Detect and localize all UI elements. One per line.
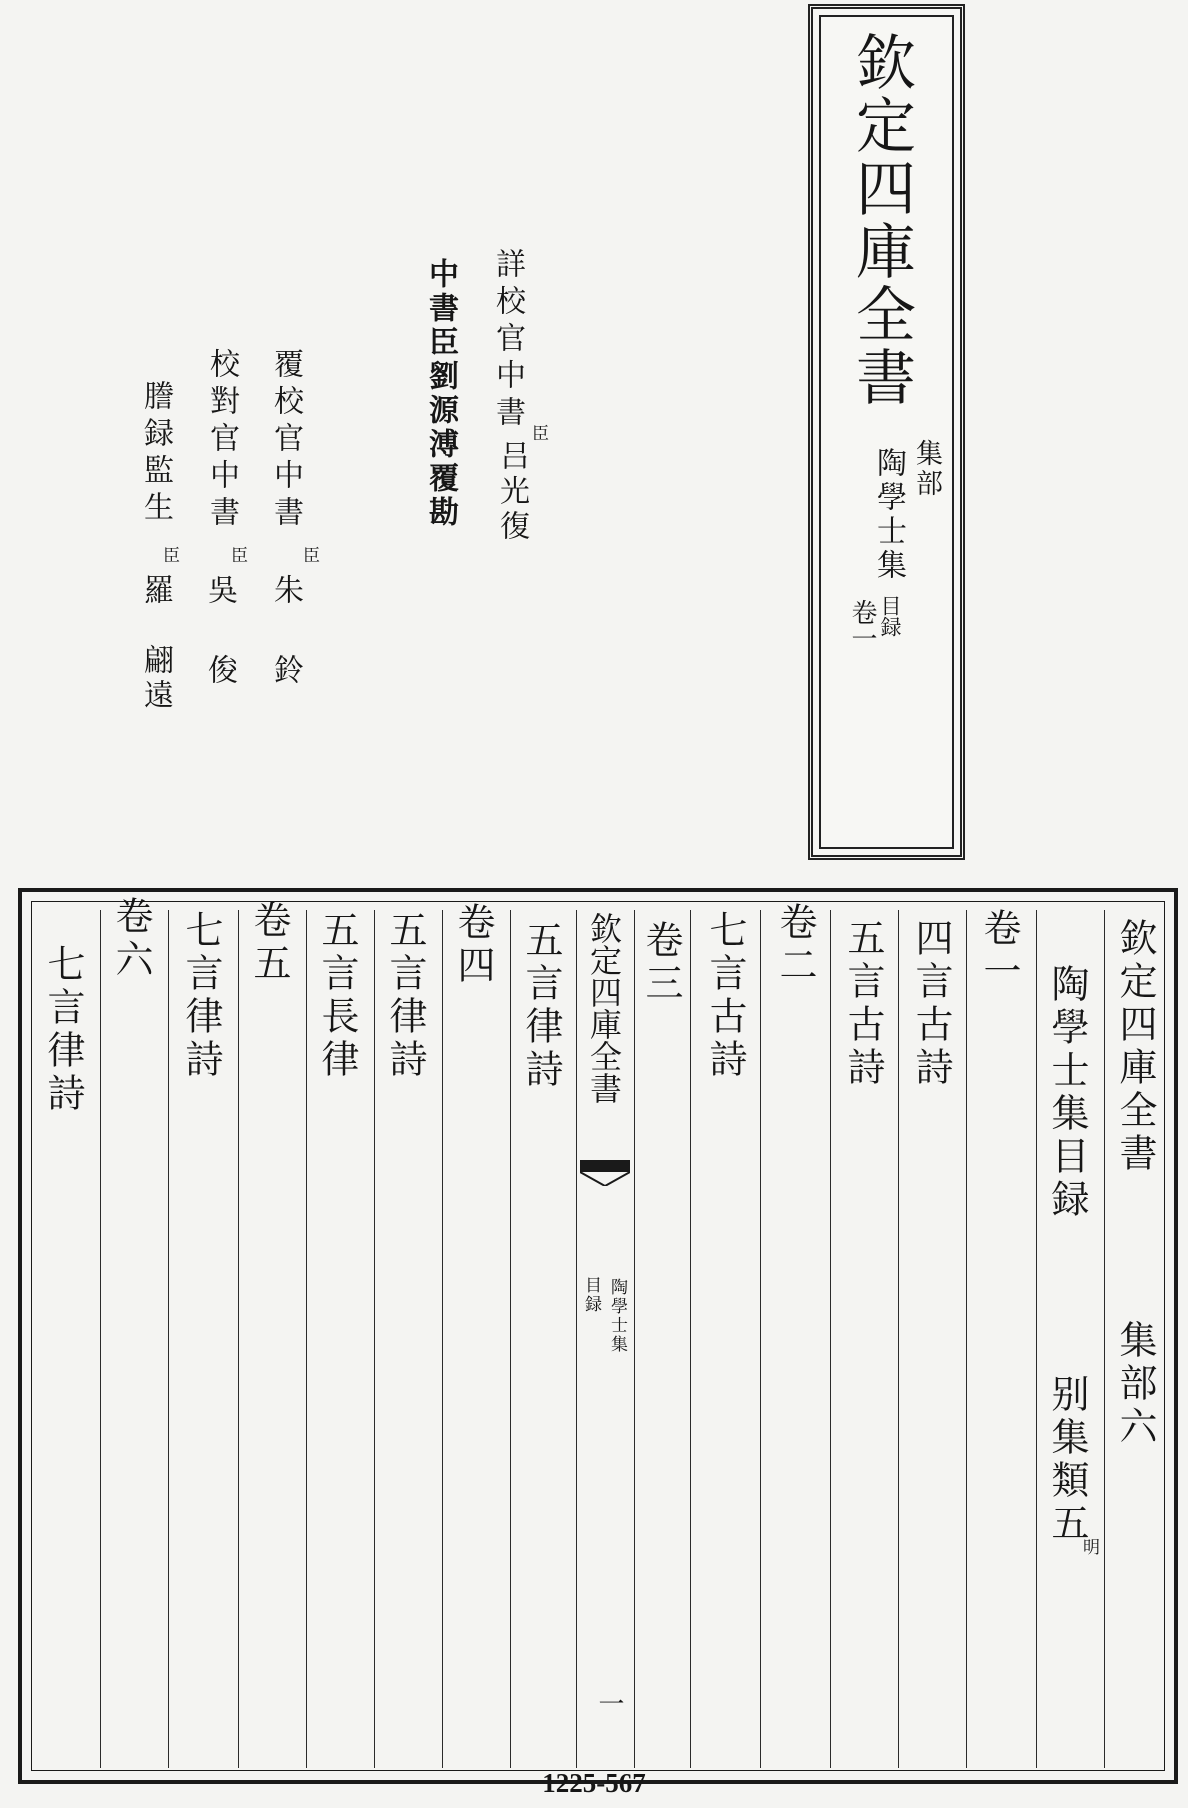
entry-juan-1: 卷一 [977, 908, 1021, 994]
column-rule [442, 910, 443, 1768]
proofreader-5-role: 謄録監生 [138, 380, 173, 528]
entry-item: 四言古詩 [909, 918, 953, 1090]
catalogue-dynasty: 明 [1079, 1538, 1099, 1557]
catalogue-book-title: 陶學士集目録 [1045, 964, 1089, 1222]
proofreader-1-role: 詳校官中書 [490, 248, 525, 433]
centre-section: 目録 [581, 1276, 601, 1314]
entry-item: 五言古詩 [841, 918, 885, 1090]
slip-volume: 卷一 [847, 599, 877, 651]
catalogue-subcategory: 别集類五 [1045, 1374, 1089, 1546]
column-rule [760, 910, 761, 1768]
column-rule [100, 910, 101, 1768]
proofreader-5-title: 臣 [159, 546, 179, 563]
column-rule [690, 910, 691, 1768]
column-rule [238, 910, 239, 1768]
proofreader-1-title: 臣 [528, 424, 548, 441]
proofreader-5-name: 羅 翩遠 [138, 574, 173, 714]
centre-book: 陶學士集 [607, 1278, 627, 1354]
column-rule [374, 910, 375, 1768]
catalogue-header: 欽定四庫全書 [1113, 918, 1157, 1176]
proofreader-4-title: 臣 [227, 546, 247, 563]
entry-juan-2: 卷二 [773, 902, 817, 988]
centre-page: 一 [594, 1690, 624, 1716]
column-rule [966, 910, 967, 1768]
entry-juan-5: 卷五 [247, 900, 291, 986]
centre-title: 欽定四庫全書 [585, 912, 623, 1104]
proofreader-3-title: 臣 [299, 546, 319, 563]
proofreader-2-role: 中書臣劉源溥覆勘 [423, 258, 458, 530]
title-slip [808, 4, 965, 860]
entry-juan-3: 卷三 [639, 920, 683, 1006]
slip-book-title: 陶學士集 [871, 447, 906, 583]
column-rule [168, 910, 169, 1768]
page-number: 1225-567 [542, 1768, 646, 1798]
proofreader-1-name: 吕光復 [494, 440, 529, 545]
column-rule [510, 910, 511, 1768]
catalogue-category: 集部六 [1113, 1320, 1157, 1449]
column-rule [576, 910, 577, 1768]
entry-item: 七言律詩 [179, 910, 223, 1082]
proofreader-4-role: 校對官中書 [204, 348, 239, 533]
fishtail-mark [580, 1160, 630, 1186]
column-rule [898, 910, 899, 1768]
slip-title: 欽定四庫全書 [846, 31, 916, 409]
entry-item: 七言律詩 [41, 944, 85, 1116]
entry-juan-6: 卷六 [109, 896, 153, 982]
proofreader-4-name: 吳 俊 [202, 574, 237, 694]
entry-item: 五言律詩 [519, 920, 563, 1092]
column-rule [1036, 910, 1037, 1768]
column-rule [1104, 910, 1105, 1768]
proofreader-3-name: 朱 鈴 [268, 574, 303, 694]
entry-item: 七言古詩 [703, 910, 747, 1082]
entry-juan-4: 卷四 [451, 902, 495, 988]
entry-item: 五言律詩 [383, 910, 427, 1082]
column-rule [830, 910, 831, 1768]
entry-item: 五言長律 [315, 910, 359, 1082]
proofreader-3-role: 覆校官中書 [268, 348, 303, 533]
column-rule [306, 910, 307, 1768]
column-rule [634, 910, 635, 1768]
slip-category: 集部 [911, 439, 942, 499]
slip-section: 目録 [878, 595, 902, 637]
